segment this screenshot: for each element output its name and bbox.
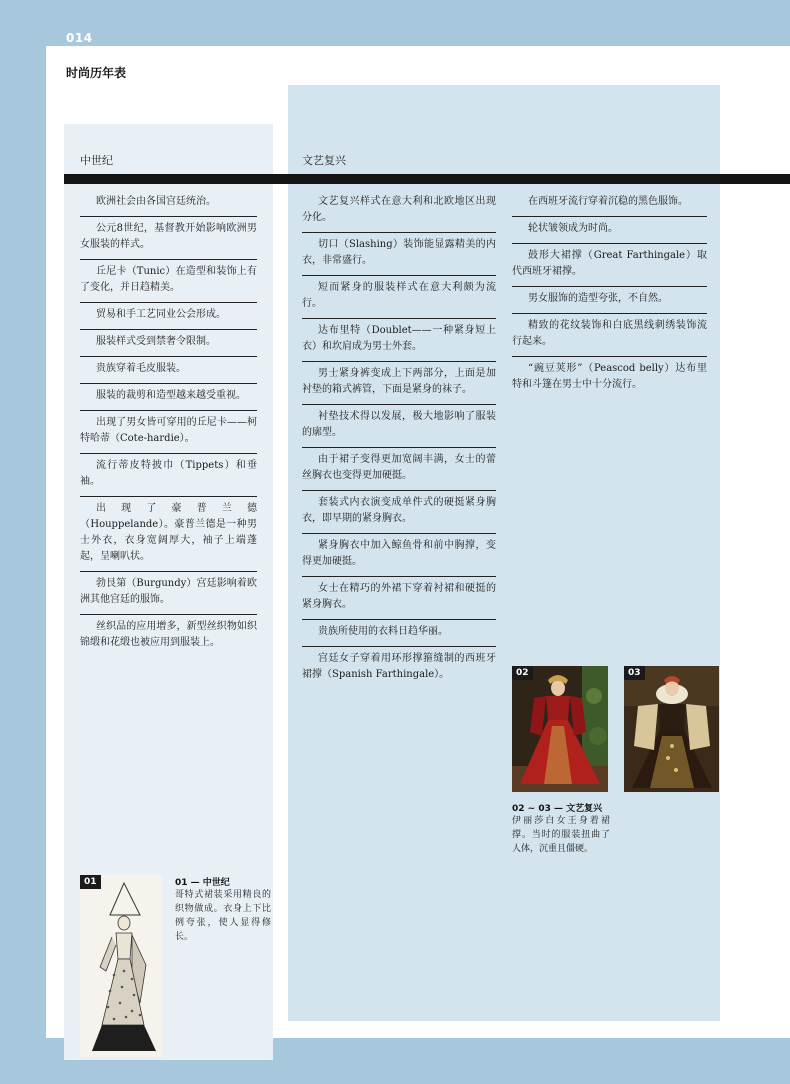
timeline-entry: 欧洲社会由各国宫廷统治。 [80,190,257,217]
timeline-entry: 男士紧身裤变成上下两部分，上面是加衬垫的箱式裤管，下面是紧身的袜子。 [302,362,496,405]
timeline-entry: 达布里特（Doublet——一种紧身短上衣）和坎肩成为男士外套。 [302,319,496,362]
renaissance-timeline-left [302,190,496,689]
queen-elizabeth-red-gown-painting-icon [512,666,608,792]
timeline-entry: 公元8世纪，基督教开始影响欧洲男女服装的样式。 [80,217,257,260]
header-divider-bar [64,174,790,184]
timeline-entry: 套装式内衣演变成单件式的硬挺紧身胸衣，即早期的紧身胸衣。 [302,491,496,534]
gothic-dress-illustration-icon [80,875,162,1057]
page-title: 时尚历年表 [66,66,127,80]
timeline-entry: 在西班牙流行穿着沉稳的黑色服饰。 [512,190,707,217]
figure-badge: 02 [512,666,533,680]
timeline-entry: 紧身胸衣中加入鲸鱼骨和前中胸撑，变得更加硬挺。 [302,534,496,577]
figure-caption-title: 02 ~ 03 — 文艺复兴 [512,804,603,814]
timeline-entry: 切口（Slashing）装饰能显露精美的内衣，非常盛行。 [302,233,496,276]
timeline-entry: 短而紧身的服装样式在意大利颇为流行。 [302,276,496,319]
timeline-entry: 女士在精巧的外裙下穿着衬裙和硬挺的紧身胸衣。 [302,577,496,620]
renaissance-heading: 文艺复兴 [302,154,346,167]
timeline-entry: 衬垫技术得以发展，极大地影响了服装的廓型。 [302,405,496,448]
timeline-entry: 流行蒂皮特披巾（Tippets）和垂袖。 [80,454,257,497]
timeline-entry: 文艺复兴样式在意大利和北欧地区出现分化。 [302,190,496,233]
timeline-entry: 精致的花纹装饰和白底黑线刺绣装饰流行起来。 [512,314,707,357]
figure-caption-text: 哥特式裙装采用精良的织物做成。衣身上下比例夸张，使人显得修长。 [175,890,271,942]
figure-badge: 03 [624,666,645,680]
timeline-entry: 出现了男女皆可穿用的丘尼卡——柯特哈蒂（Cote-hardie）。 [80,411,257,454]
timeline-entry: 贸易和手工艺同业公会形成。 [80,303,257,330]
timeline-entry: 服装样式受到禁奢令限制。 [80,330,257,357]
timeline-entry: 宫廷女子穿着用环形撑箍缝制的西班牙裙撑（Spanish Farthingale）。 [302,653,496,680]
timeline-entry: 勃艮第（Burgundy）宫廷影响着欧洲其他宫廷的服饰。 [80,572,257,615]
figure-caption-title: 01 — 中世纪 [175,878,230,888]
timeline-entry: “豌豆荚形”（Peascod belly）达布里特和斗篷在男士中十分流行。 [512,363,707,390]
page-number: 014 [66,31,93,45]
timeline-entry: 服装的裁剪和造型越来越受重视。 [80,384,257,411]
medieval-timeline [80,190,257,657]
timeline-entry: 鼓形大裙撑（Great Farthingale）取代西班牙裙撑。 [512,244,707,287]
timeline-entry: 贵族所使用的衣料日趋华丽。 [302,620,496,647]
timeline-entry: 由于裙子变得更加宽阔丰满，女士的蕾丝胸衣也变得更加硬挺。 [302,448,496,491]
timeline-entry: 轮状皱领成为时尚。 [512,217,707,244]
figure-caption-text: 伊丽莎白女王身着裙撑。当时的服装扭曲了人体，沉重且僵硬。 [512,816,610,854]
timeline-entry: 丘尼卡（Tunic）在造型和装饰上有了变化，并日趋精美。 [80,260,257,303]
figure-badge: 01 [80,875,101,889]
renaissance-timeline-right [512,190,707,399]
timeline-entry: 男女服饰的造型夸张，不自然。 [512,287,707,314]
queen-elizabeth-ruff-portrait-icon [624,666,719,792]
medieval-heading: 中世纪 [80,154,113,167]
timeline-entry: 丝织品的应用增多，新型丝织物如织锦缎和花缎也被应用到服装上。 [80,621,257,648]
timeline-entry: 出现了豪普兰德（Houppelande）。豪普兰德是一种男士外衣，衣身宽阔厚大，袖子上端蓬起，呈喇叭状。 [80,497,257,572]
timeline-entry: 贵族穿着毛皮服装。 [80,357,257,384]
